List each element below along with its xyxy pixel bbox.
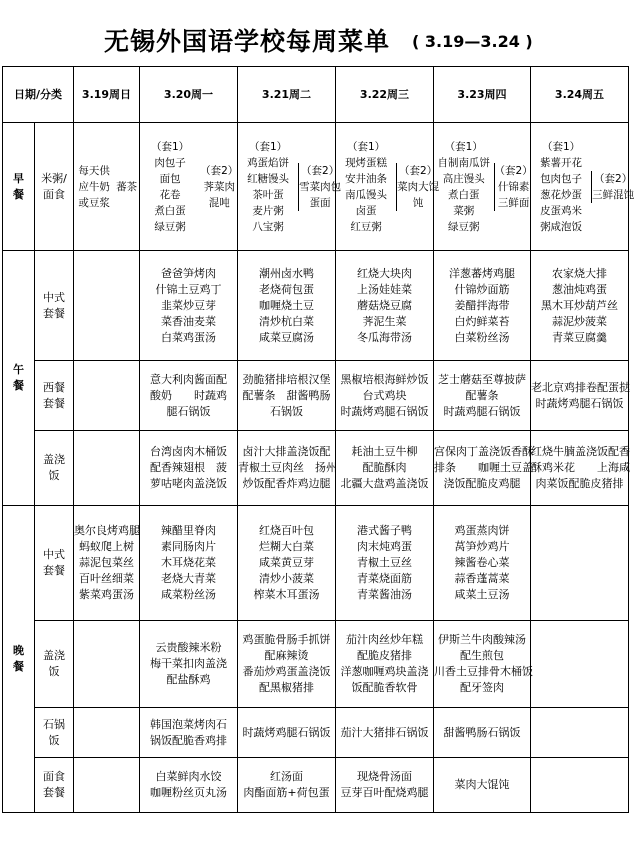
menu-cell-empty — [74, 758, 140, 813]
menu-cell — [531, 758, 629, 813]
category-label: 石锅 饭 — [35, 708, 74, 758]
lunch-chinese-row — [3, 251, 629, 361]
page-title: 无锡外国语学校每周菜单 — [104, 27, 391, 56]
menu-cell: 现烧骨汤面 豆芽百叶配烧鸡腿 — [336, 758, 434, 813]
menu-cell: 红烧牛腩盖浇饭配香 酥鸡米花 上海咸 肉菜饭配脆皮猪排 — [531, 431, 629, 506]
dinner-noodle-row — [3, 758, 629, 813]
breakfast-set1: （套1） 自制南瓜饼 高庄馒头 煮白蛋 菜粥 绿豆粥 — [437, 140, 490, 233]
breakfast-set2: （套2） 雪菜肉包 蛋面 — [299, 164, 342, 209]
breakfast-set2: （套2） 什锦素 三鲜面 — [494, 164, 533, 209]
menu-cell: 港式酱子鸭 肉末炖鸡蛋 青椒土豆丝 青菜烧面筋 青菜酱油汤 — [336, 506, 434, 621]
category-label: 中式 套餐 — [35, 506, 74, 621]
dinner-pot-row — [3, 708, 629, 758]
menu-cell: 韩国泡菜烤肉石 锅饭配脆香鸡排 — [140, 708, 238, 758]
breakfast-set2: （套2） 菜肉大馄 饨 — [397, 164, 440, 209]
lunch-western-row — [3, 361, 629, 431]
menu-cell: 耗油土豆牛柳 配脆酥肉 北疆大盘鸡盖浇饭 — [336, 431, 434, 506]
menu-cell: 宫保肉丁盖浇饭香酥 排条 咖喱土豆盖 浇饭配脆皮鸡腿 — [434, 431, 531, 506]
menu-cell-empty — [74, 621, 140, 708]
dinner-rice-row — [3, 621, 629, 708]
menu-cell: 茄汁大猪排石锅饭 — [336, 708, 434, 758]
breakfast-sun-drink: 每天供 应牛奶 或豆浆 — [78, 164, 110, 209]
breakfast-set2: （套2） 三鲜混饨 — [592, 172, 634, 201]
breakfast-set1: （套1） 肉包子 面包 花卷 煮白蛋 绿豆粥 — [150, 140, 190, 233]
breakfast-row — [3, 123, 629, 251]
menu-cell: 茄汁肉丝炒年糕 配脆皮猪排 洋葱咖喱鸡块盖浇 饭配脆香软骨 — [336, 621, 434, 708]
header-day: 3.19周日 — [74, 67, 140, 123]
menu-cell — [238, 123, 342, 251]
menu-cell — [531, 621, 629, 708]
category-label: 面食 套餐 — [35, 758, 74, 813]
category-label: 盖浇 饭 — [35, 431, 74, 506]
menu-cell-empty — [74, 251, 140, 361]
menu-cell: 卤汁大排盖浇饭配 青椒土豆肉丝 扬州 炒饭配香炸鸡边腿 — [238, 431, 336, 506]
menu-cell: 潮州卤水鸭 老烧荷包蛋 咖喱烧土豆 清炒杭白菜 咸菜豆腐汤 — [238, 251, 336, 361]
header-row — [3, 67, 629, 123]
menu-cell — [74, 123, 140, 251]
menu-cell: 白菜鲜肉水饺 咖喱粉丝页丸汤 — [140, 758, 238, 813]
menu-table — [2, 66, 634, 813]
menu-cell-empty — [74, 431, 140, 506]
menu-cell: 云贵酸辣米粉 梅干菜扣肉盖浇 配盐酥鸡 — [140, 621, 238, 708]
meal-label-breakfast: 早 餐 — [3, 123, 35, 251]
breakfast-set1: （套1） 鸡蛋焰饼 红糖馒头 茶叶蛋 麦片粥 八宝粥 — [247, 140, 290, 233]
header-day: 3.24周五 — [531, 67, 629, 123]
menu-cell: 时蔬烤鸡腿石锅饭 — [238, 708, 336, 758]
menu-cell: 意大利肉酱面配 酸奶 时蔬鸡 腿石锅饭 — [140, 361, 238, 431]
header-day: 3.20周一 — [140, 67, 238, 123]
menu-cell: 红烧大块肉 上汤娃娃菜 蘑菇烧豆腐 荠泥生菜 冬瓜海带汤 — [336, 251, 434, 361]
breakfast-set1: （套1） 紫薯开花 包肉包子 葱花炒蛋 皮蛋鸡米 粥咸泡饭 — [540, 140, 583, 233]
menu-cell — [531, 506, 629, 621]
menu-cell: 红汤面 肉酯面筋+荷包蛋 — [238, 758, 336, 813]
meal-label-dinner: 晚 餐 — [3, 506, 35, 813]
category-label: 中式 套餐 — [35, 251, 74, 361]
date-range: ( 3.19—3.24 ) — [412, 32, 533, 51]
menu-cell: 黑椒培根海鲜炒饭 台式鸡块 时蔬烤鸡腿石锅饭 — [336, 361, 434, 431]
menu-cell: 鸡蛋蒸肉饼 莴笋炒鸡片 辣酱卷心菜 蒜香蓬蒿菜 咸菜土豆汤 — [434, 506, 531, 621]
menu-cell: 农家烧大排 葱油炖鸡蛋 黑木耳炒葫芦丝 蒜泥炒菠菜 青菜豆腐羹 — [531, 251, 629, 361]
breakfast-set2: （套2） 荠菜肉 混吨 — [200, 164, 239, 209]
menu-cell: 劲脆猪排培根汉堡 配薯条 甜酱鸭肠 石锅饭 — [238, 361, 336, 431]
menu-cell: 伊斯兰牛肉酸辣汤 配生煎包 川香土豆排骨木桶饭 配牙签肉 — [434, 621, 531, 708]
menu-cell: 台湾卤肉木桶饭 配香辣翅根 菠 萝咕咾肉盖浇饭 — [140, 431, 238, 506]
menu-cell — [531, 123, 634, 251]
header-category: 日期/分类 — [3, 67, 74, 123]
menu-cell: 甜酱鸭肠石锅饭 — [434, 708, 531, 758]
header-day: 3.22周三 — [336, 67, 434, 123]
menu-cell: 芝士蘑菇至尊披萨 配薯条 时蔬鸡腿石锅饭 — [434, 361, 531, 431]
category-label: 盖浇 饭 — [35, 621, 74, 708]
menu-cell: 菜肉大馄饨 — [434, 758, 531, 813]
menu-cell: 洋葱蕃烤鸡腿 什锦炒面筋 姜醋拌海带 白灼鲜菜苔 白菜粉丝汤 — [434, 251, 531, 361]
menu-cell — [434, 123, 531, 251]
menu-cell: 辣醋里脊肉 素同肠肉片 木耳烧花菜 老烧大青菜 咸菜粉丝汤 — [140, 506, 238, 621]
lunch-rice-row — [3, 431, 629, 506]
menu-cell: 红烧百叶包 烂糊大白菜 咸菜黄豆芽 清炒小菠菜 榨菜木耳蛋汤 — [238, 506, 336, 621]
breakfast-sun-item: 蕃茶 — [116, 180, 138, 193]
menu-cell-empty — [74, 361, 140, 431]
category-label: 西餐 套餐 — [35, 361, 74, 431]
dinner-chinese-row — [3, 506, 629, 621]
meal-label-lunch: 午 餐 — [3, 251, 35, 506]
menu-cell: 鸡蛋脆骨肠手抓饼 配麻辣烫 番茄炒鸡蛋盖浇饭 配黑椒猪排 — [238, 621, 336, 708]
menu-cell: 奥尔良烤鸡腿 蚂蚁爬上树 蒜泥包菜丝 百叶丝细菜 紫菜鸡蛋汤 — [74, 506, 140, 621]
menu-cell — [531, 708, 629, 758]
category-label: 米粥/ 面食 — [35, 123, 74, 251]
menu-cell-empty — [74, 708, 140, 758]
menu-cell: 爸爸笋烤肉 什锦土豆鸡丁 韭菜炒豆芽 菜香油麦菜 白菜鸡蛋汤 — [140, 251, 238, 361]
header-day: 3.21周二 — [238, 67, 336, 123]
header-day: 3.23周四 — [434, 67, 531, 123]
menu-cell — [336, 123, 440, 251]
menu-cell: 老北京鸡排卷配蛋挞 时蔬烤鸡腿石锅饭 — [531, 361, 629, 431]
breakfast-set1: （套1） 现烤蛋糕 安井油条 南瓜馒头 卤蛋 红豆粥 — [345, 140, 388, 233]
menu-cell — [140, 123, 238, 251]
